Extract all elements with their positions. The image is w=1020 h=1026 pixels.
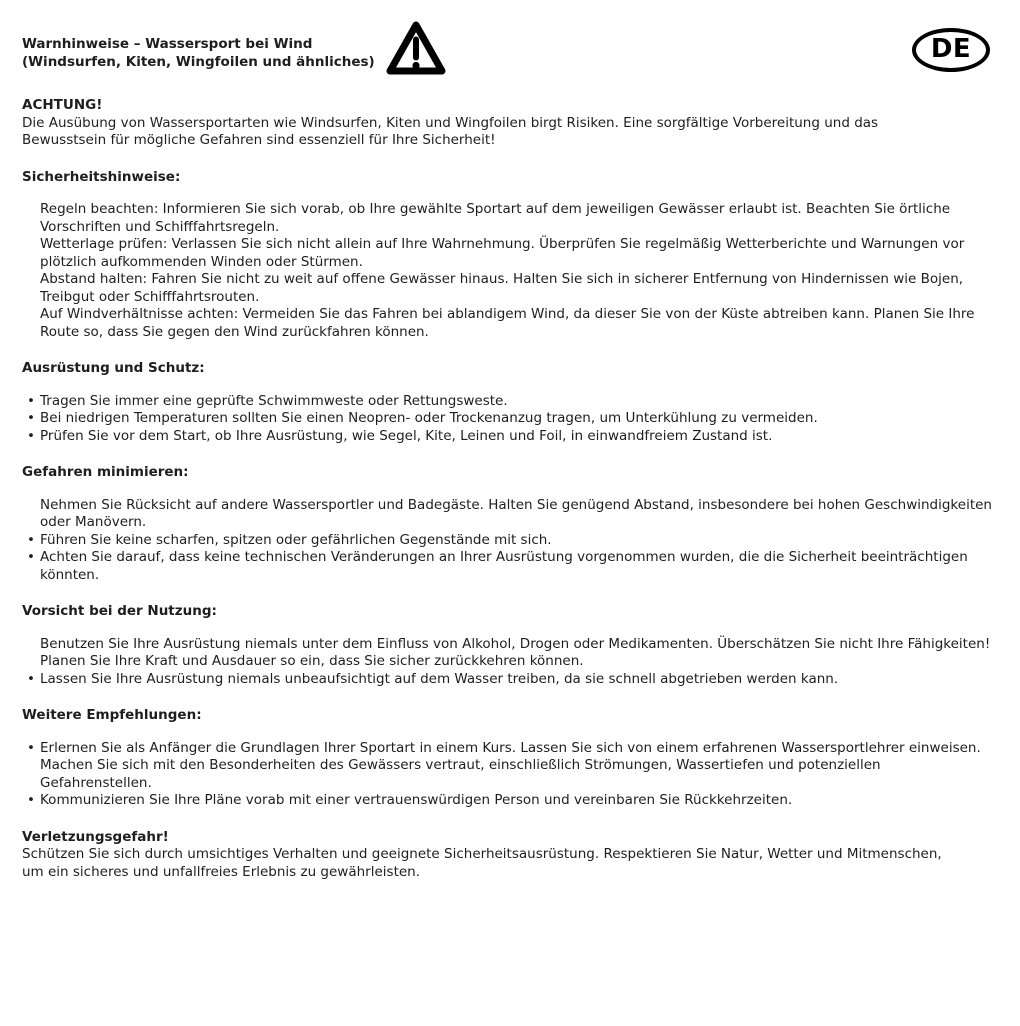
- list-item-text: Prüfen Sie vor dem Start, ob Ihre Ausrüstung, wie Segel, Kite, Leinen und Foil, in einwandfreiem Zustand ist.: [40, 427, 773, 444]
- bullet-icon: •: [27, 549, 35, 565]
- bullet-icon: •: [27, 739, 35, 756]
- bullet-icon: •: [27, 792, 35, 808]
- bullet-icon: •: [27, 531, 35, 548]
- section-heading-sicherheitshinweise: Sicherheitshinweise:: [22, 168, 181, 185]
- bullet-list-item: [22, 740, 992, 758]
- outro-heading: Verletzungsgefahr!: [22, 828, 169, 845]
- list-item-text: Nehmen Sie Rücksicht auf andere Wassersportler und Badegäste. Halten Sie genügend Abstand, insbesondere bei hohen Geschwindigkeiten oder Manövern.: [40, 496, 992, 530]
- intro-body: Die Ausübung von Wassersportarten wie Windsurfen, Kiten und Wingfoilen birgt Risiken. Eine sorgfältige Vorbereitung und das Bewusstsein für mögliche Gefahren sind essenziell für Ihre Sicherheit!: [22, 114, 879, 148]
- bullet-icon: •: [27, 670, 35, 687]
- bullet-list-item: [22, 393, 992, 411]
- document-title: [22, 36, 375, 71]
- section-heading-ausruestung-und-schutz: Ausrüstung und Schutz:: [22, 360, 205, 376]
- document-header: [22, 36, 994, 78]
- list-item-text: Lassen Sie Ihre Ausrüstung niemals unbeaufsichtigt auf dem Wasser treiben, da sie schnell abgetrieben werden kann.: [40, 670, 839, 687]
- bullet-list-item: [22, 549, 992, 584]
- list-item-text: Bei niedrigen Temperaturen sollten Sie einen Neopren- oder Trockenanzug tragen, um Unterkühlung zu vermeiden.: [40, 410, 818, 426]
- list-item-text: Regeln beachten: Informieren Sie sich vorab, ob Ihre gewählte Sportart auf dem jeweiligen Gewässer erlaubt ist. Beachten Sie örtliche Vorschriften und Schifffahrtsregeln.: [40, 201, 951, 235]
- language-badge-label: DE: [930, 34, 972, 65]
- list-item: [22, 236, 992, 271]
- section-weitere-empfehlungen: [22, 740, 994, 810]
- list-item: [22, 757, 992, 792]
- list-item-text: Erlernen Sie als Anfänger die Grundlagen Ihrer Sportart in einem Kurs. Lassen Sie sich von einem erfahrenen Wassersportlehrer einweisen.: [40, 739, 981, 756]
- list-item: [22, 306, 992, 341]
- language-badge: [912, 28, 990, 72]
- intro-heading: ACHTUNG!: [22, 97, 103, 113]
- bullet-list-item: [22, 792, 992, 810]
- bullet-list-item: [22, 410, 992, 428]
- section-sicherheitshinweise: [22, 201, 994, 341]
- section-ausruestung-und-schutz: [22, 393, 994, 446]
- list-item-text: Achten Sie darauf, dass keine technischen Veränderungen an Ihrer Ausrüstung vorgenommen wurden, die die Sicherheit beeinträchtigen könnten.: [40, 549, 968, 583]
- list-item: [22, 271, 992, 306]
- bullet-list-item: [22, 532, 992, 550]
- list-item-text: Führen Sie keine scharfen, spitzen oder gefährlichen Gegenstände mit sich.: [40, 531, 552, 548]
- list-item-text: Abstand halten: Fahren Sie nicht zu weit auf offene Gewässer hinaus. Halten Sie sich in sicherer Entfernung von Hindernissen wie Bojen, Treibgut oder Schifffahrtsrouten.: [40, 271, 964, 305]
- bullet-list-item: [22, 671, 992, 689]
- section-heading-gefahren-minimieren: Gefahren minimieren:: [22, 464, 189, 480]
- bullet-icon: •: [27, 410, 35, 426]
- list-item-text: Benutzen Sie Ihre Ausrüstung niemals unter dem Einfluss von Alkohol, Drogen oder Medikamenten. Überschätzen Sie nicht Ihre Fähigkeiten! Planen Sie Ihre Kraft und Ausdauer so ein, dass Sie sicher zurückkehren können.: [40, 635, 991, 669]
- section-gefahren-minimieren: [22, 497, 994, 585]
- warning-triangle-icon: [385, 20, 447, 78]
- list-item-text: Kommunizieren Sie Ihre Pläne vorab mit einer vertrauenswürdigen Person und vereinbaren Sie Rückkehrzeiten.: [40, 792, 793, 808]
- bullet-icon: •: [27, 427, 35, 444]
- bullet-list-item: [22, 428, 992, 446]
- list-item-text: Auf Windverhältnisse achten: Vermeiden Sie das Fahren bei ablandigem Wind, da dieser Sie von der Küste abtreiben kann. Planen Sie Ihre Route so, dass Sie gegen den Wind zurückfahren können.: [40, 306, 975, 340]
- title-line-1: Warnhinweise – Wassersport bei Wind: [22, 36, 313, 52]
- list-item: [22, 636, 992, 671]
- list-item: [22, 201, 992, 236]
- section-heading-vorsicht-bei-der-nutzung: Vorsicht bei der Nutzung:: [22, 603, 217, 619]
- list-item-text: Machen Sie sich mit den Besonderheiten des Gewässers vertraut, einschließlich Strömungen, Wassertiefen und potenziellen Gefahrenstellen.: [40, 757, 881, 791]
- section-heading-weitere-empfehlungen: Weitere Empfehlungen:: [22, 707, 202, 723]
- list-item-text: Tragen Sie immer eine geprüfte Schwimmweste oder Rettungsweste.: [40, 392, 508, 409]
- title-line-2: (Windsurfen, Kiten, Wingfoilen und ähnliches): [22, 53, 375, 70]
- list-item-text: Wetterlage prüfen: Verlassen Sie sich nicht allein auf Ihre Wahrnehmung. Überprüfen Sie regelmäßig Wetterberichte und Warnungen vor plötzlich aufkommenden Winden oder Stürmen.: [40, 236, 965, 270]
- bullet-icon: •: [27, 392, 35, 409]
- list-item: [22, 497, 992, 532]
- outro-body: Schützen Sie sich durch umsichtiges Verhalten und geeignete Sicherheitsausrüstung. Respektieren Sie Natur, Wetter und Mitmenschen, um ein sicheres und unfallfreies Erlebnis zu gewährleisten.: [22, 846, 942, 880]
- section-vorsicht-bei-der-nutzung: [22, 636, 994, 689]
